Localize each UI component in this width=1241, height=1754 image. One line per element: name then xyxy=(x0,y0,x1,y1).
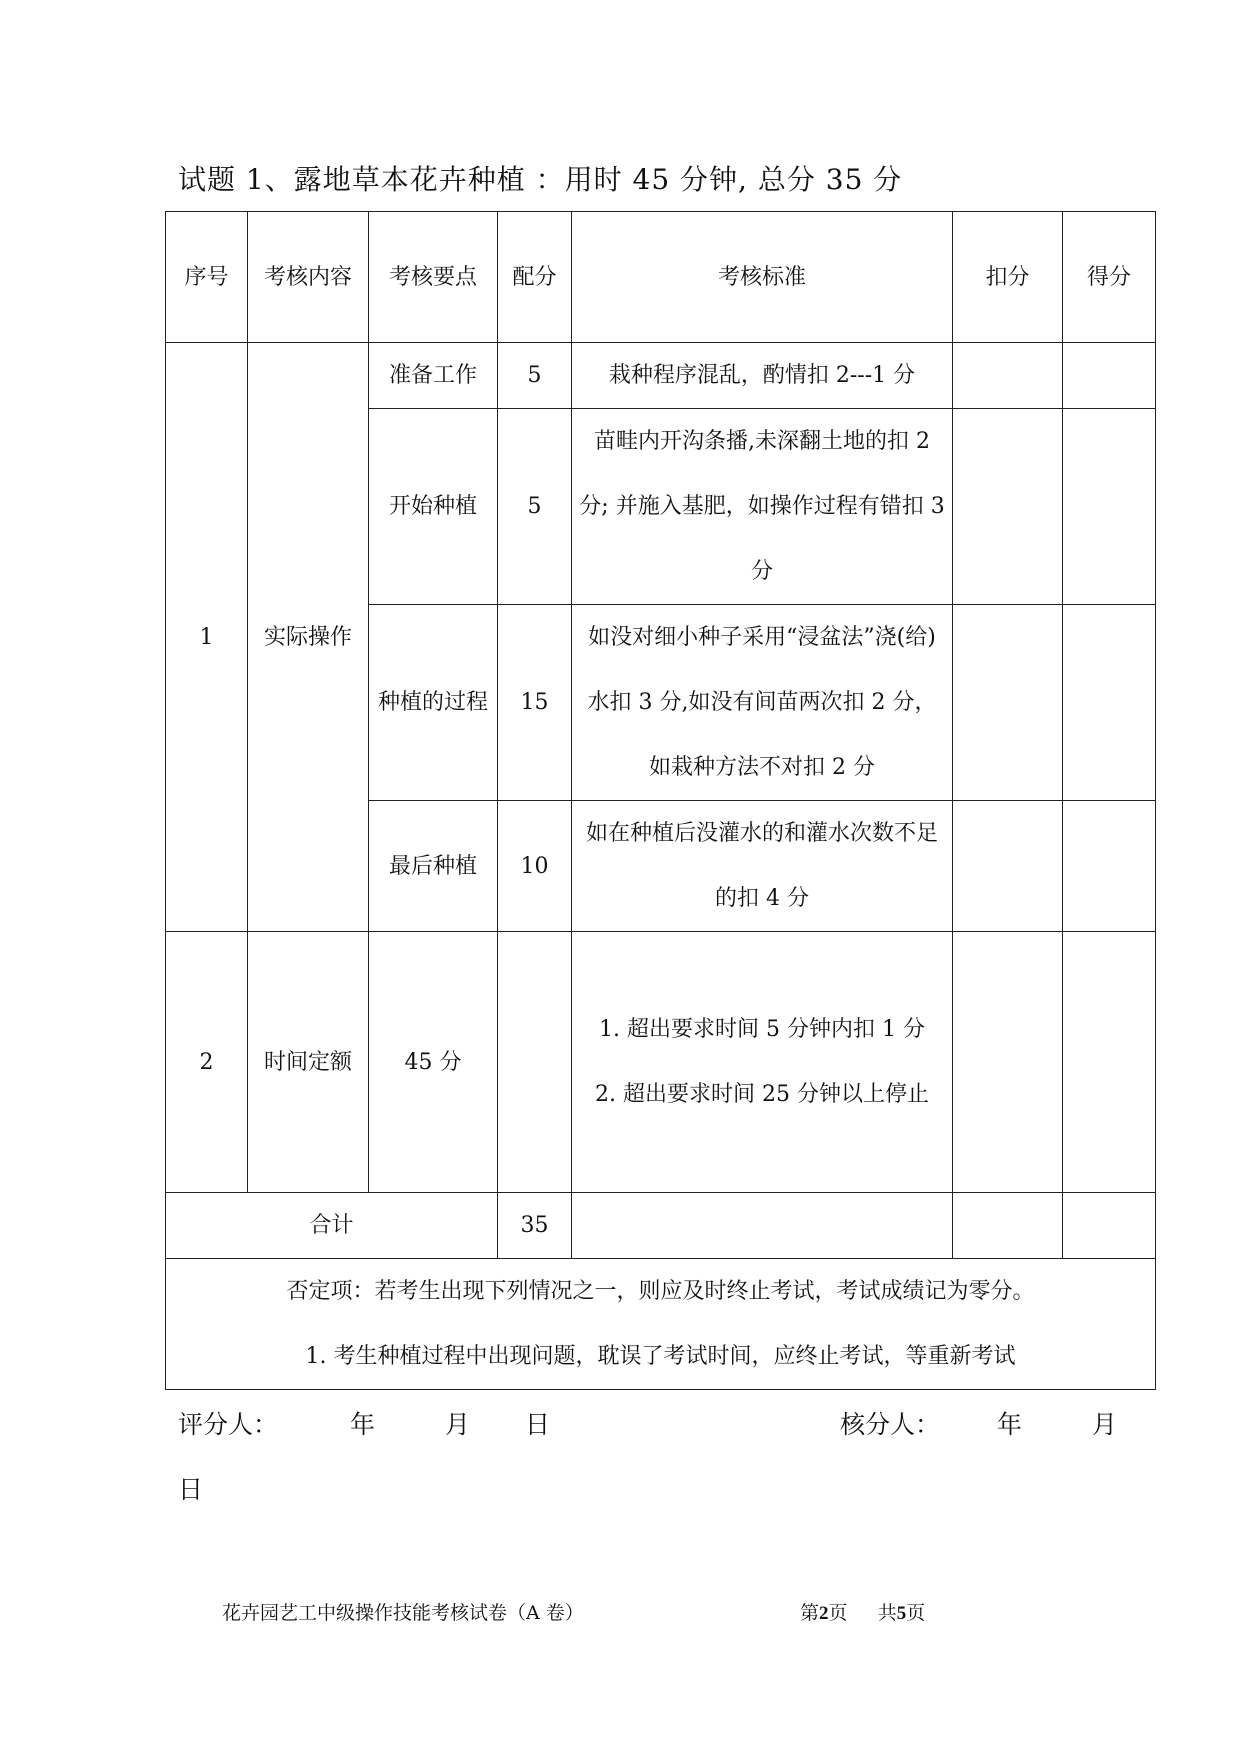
scorer-day: 日 xyxy=(525,1410,551,1439)
row-score: 5 xyxy=(498,409,572,605)
row-seq: 1 xyxy=(166,343,248,932)
header-seq: 序号 xyxy=(166,212,248,343)
total-standard-cell xyxy=(572,1193,953,1259)
row-deduct-cell xyxy=(953,605,1063,801)
total-num: 5 xyxy=(896,1603,907,1624)
header-earned: 得分 xyxy=(1063,212,1156,343)
note-row xyxy=(166,1259,1156,1390)
page-prefix: 第 xyxy=(800,1602,820,1624)
veto-note-line: 1. 考生种植过程中出现问题，耽误了考试时间，应终止考试，等重新考试 xyxy=(305,1344,1016,1369)
checker-month: 月 xyxy=(1092,1410,1118,1439)
table-row xyxy=(166,343,1156,409)
row-point: 开始种植 xyxy=(369,409,498,605)
table-row xyxy=(166,932,1156,1193)
row-deduct-cell xyxy=(953,409,1063,605)
header-content: 考核内容 xyxy=(248,212,369,343)
header-point: 考核要点 xyxy=(369,212,498,343)
row-point: 准备工作 xyxy=(369,343,498,409)
scorer-month: 月 xyxy=(445,1410,471,1439)
scorer-label: 评分人： xyxy=(178,1410,279,1439)
page-num: 2 xyxy=(819,1603,829,1624)
footer-page-number xyxy=(800,1598,925,1625)
row-standard: 如在种植后没灌水的和灌水次数不足的扣 4 分 xyxy=(572,801,953,932)
total-prefix: 共 xyxy=(877,1602,897,1624)
row-earned-cell xyxy=(1063,409,1156,605)
total-suffix: 页 xyxy=(906,1602,926,1624)
row-deduct-cell xyxy=(953,932,1063,1193)
row-standard: 栽种程序混乱，酌情扣 2---1 分 xyxy=(572,343,953,409)
checker-day: 日 xyxy=(178,1475,204,1504)
total-score: 35 xyxy=(498,1193,572,1259)
row-score: 5 xyxy=(498,343,572,409)
row-score: 15 xyxy=(498,605,572,801)
footer-doc-title: 花卉园艺工中级操作技能考核试卷（A 卷） xyxy=(222,1602,584,1624)
standard-line: 2. 超出要求时间 25 分钟以上停止 xyxy=(595,1082,929,1107)
row-deduct-cell xyxy=(953,801,1063,932)
checker-label: 核分人： xyxy=(840,1410,941,1439)
veto-note-line: 否定项：若考生出现下列情况之一，则应及时终止考试，考试成绩记为零分。 xyxy=(286,1279,1035,1304)
page-mid: 页 xyxy=(828,1602,848,1624)
total-earned-cell xyxy=(1063,1193,1156,1259)
total-deduct-cell xyxy=(953,1193,1063,1259)
total-label: 合计 xyxy=(166,1193,498,1259)
total-row xyxy=(166,1193,1156,1259)
standard-line: 1. 超出要求时间 5 分钟内扣 1 分 xyxy=(599,1017,925,1042)
row-deduct-cell xyxy=(953,343,1063,409)
header-row xyxy=(166,212,1156,343)
row-score xyxy=(498,932,572,1193)
row-point: 最后种植 xyxy=(369,801,498,932)
row-earned-cell xyxy=(1063,343,1156,409)
row-score: 10 xyxy=(498,801,572,932)
veto-note xyxy=(166,1259,1156,1390)
row-standard: 苗畦内开沟条播,未深翻土地的扣 2 分; 并施入基肥，如操作过程有错扣 3 分 xyxy=(572,409,953,605)
row-point: 45 分 xyxy=(369,932,498,1193)
header-score: 配分 xyxy=(498,212,572,343)
scorer-year: 年 xyxy=(350,1410,376,1439)
row-standard: 如没对细小种子采用“浸盆法”浇(给)水扣 3 分,如没有间苗两次扣 2 分，如栽种方法不对扣 2 分 xyxy=(572,605,953,801)
row-earned-cell xyxy=(1063,932,1156,1193)
header-standard: 考核标准 xyxy=(572,212,953,343)
row-seq: 2 xyxy=(166,932,248,1193)
row-content: 时间定额 xyxy=(248,932,369,1193)
header-deduct: 扣分 xyxy=(953,212,1063,343)
page-title: 试题 1、露地草本花卉种植 ：用时 45 分钟, 总分 35 分 xyxy=(178,163,903,196)
row-point: 种植的过程 xyxy=(369,605,498,801)
row-earned-cell xyxy=(1063,605,1156,801)
row-earned-cell xyxy=(1063,801,1156,932)
row-content: 实际操作 xyxy=(248,343,369,932)
assessment-table xyxy=(165,211,1156,1390)
checker-year: 年 xyxy=(997,1410,1023,1439)
row-standard xyxy=(572,932,953,1193)
